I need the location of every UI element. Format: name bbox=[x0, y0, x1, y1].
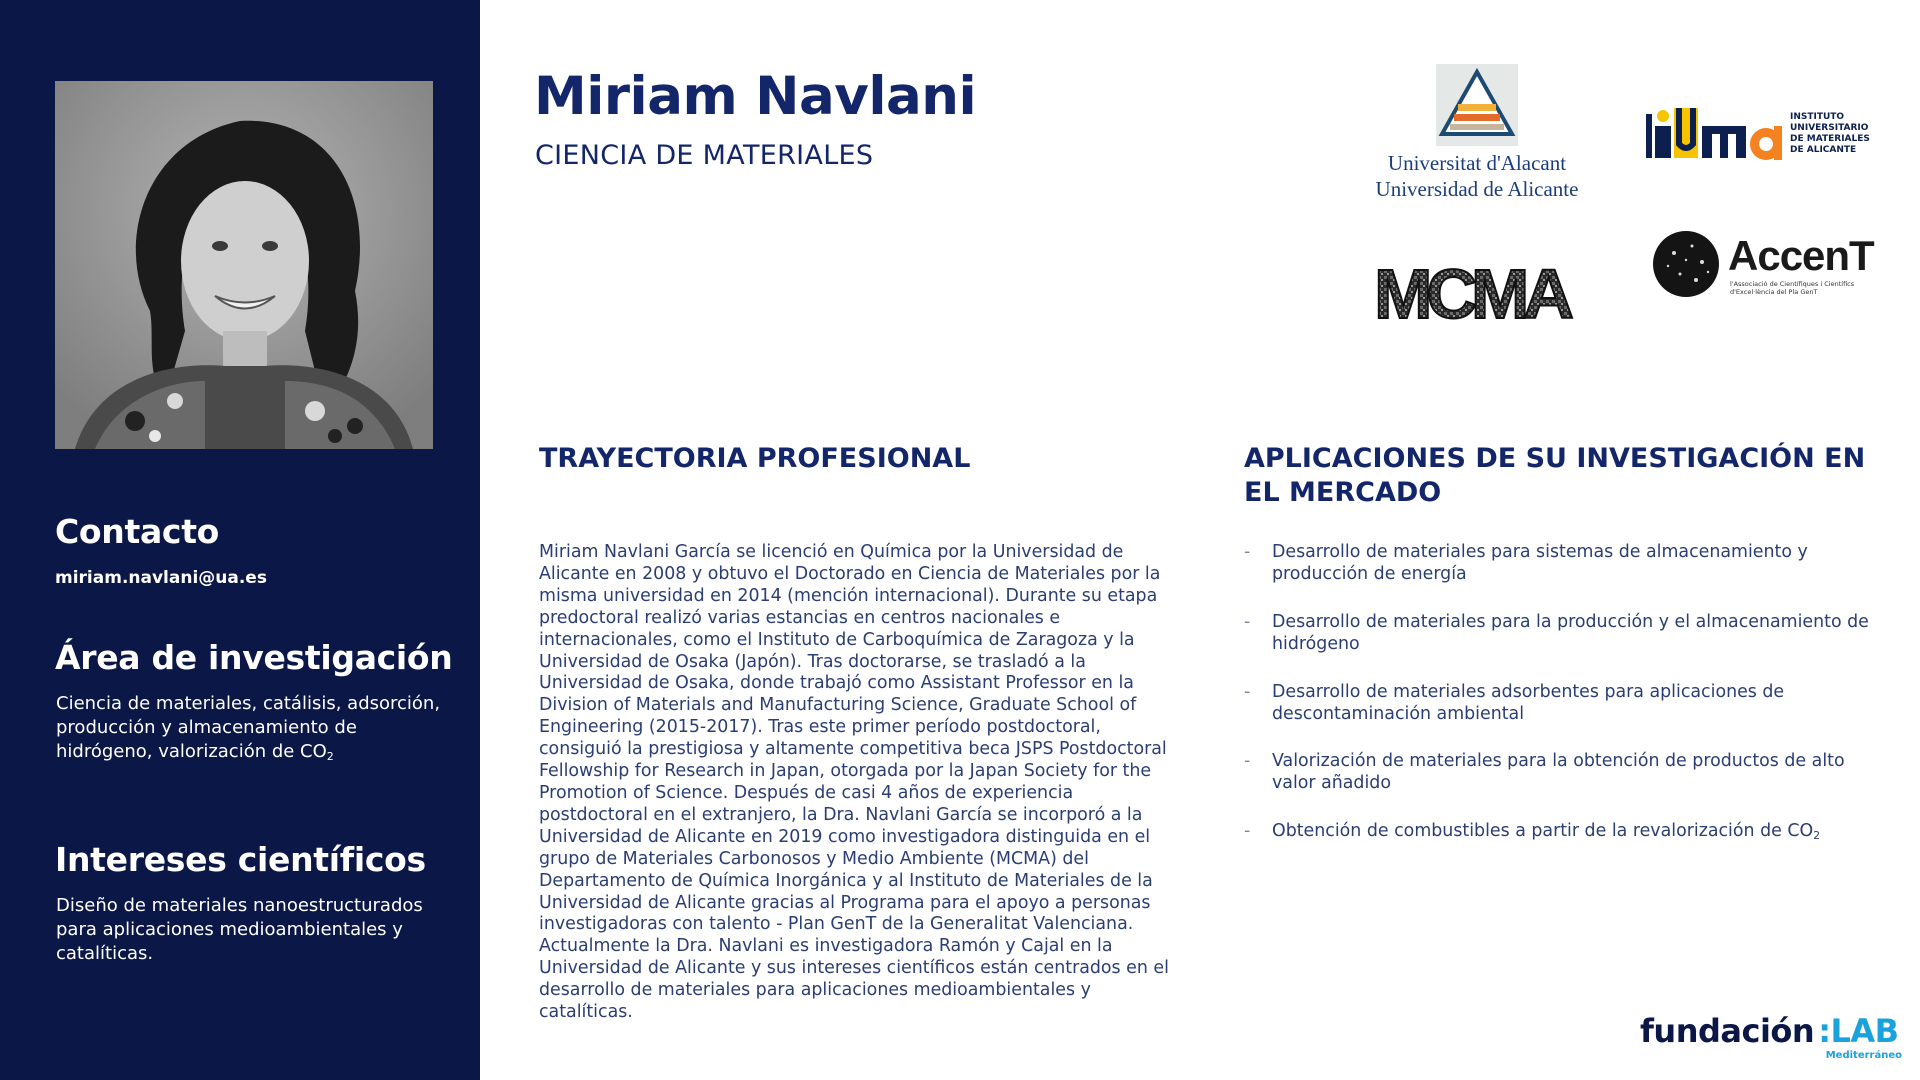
iuma-text-line2: UNIVERSITARIO bbox=[1790, 123, 1869, 133]
research-area-main: Ciencia de materiales, catálisis, adsorción, producción y almacenamiento de hidrógeno, valorización de CO bbox=[56, 693, 441, 762]
career-heading: TRAYECTORIA PROFESIONAL bbox=[539, 443, 971, 474]
list-item-text: Valorización de materiales para la obtención de productos de alto valor añadido bbox=[1272, 751, 1845, 794]
iuma-text-line1: INSTITUTO bbox=[1790, 112, 1845, 122]
contact-heading: Contacto bbox=[55, 512, 220, 551]
list-item bbox=[1244, 612, 1884, 656]
research-area-heading: Área de investigación bbox=[55, 638, 453, 677]
accent-sub1: l'Associació de Científiques i Científics bbox=[1730, 280, 1855, 288]
accent-sub2: d'Excel·lència del Pla GenT bbox=[1730, 288, 1818, 296]
list-item-text: Desarrollo de materiales para la producción y el almacenamiento de hidrógeno bbox=[1272, 611, 1869, 654]
bullet-dash: - bbox=[1244, 681, 1251, 702]
bullet-dash: - bbox=[1244, 821, 1251, 842]
iuma-text-line4: DE ALICANTE bbox=[1790, 145, 1857, 155]
list-item bbox=[1244, 542, 1884, 586]
fundacion-lab-logo bbox=[1640, 1012, 1910, 1066]
bullet-dash: - bbox=[1244, 751, 1251, 772]
accent-name: AccenT bbox=[1728, 232, 1874, 279]
co2-subscript: 2 bbox=[326, 750, 334, 763]
bullet-dash: - bbox=[1244, 542, 1251, 562]
iuma-text-line3: DE MATERIALES bbox=[1790, 134, 1870, 144]
bullet-dash: - bbox=[1244, 611, 1251, 632]
scientific-interests-heading: Intereses científicos bbox=[55, 840, 426, 879]
lab-text: LAB bbox=[1830, 1012, 1899, 1050]
fundacion-text: fundación bbox=[1640, 1012, 1815, 1050]
list-item-text: Obtención de combustibles a partir de la revalorización de CO bbox=[1272, 821, 1814, 842]
list-item bbox=[1244, 751, 1884, 795]
list-item bbox=[1244, 682, 1884, 726]
applications-list bbox=[1244, 542, 1884, 873]
mcma-text: MCMA bbox=[1374, 255, 1568, 333]
list-item-text: Desarrollo de materiales adsorbentes para aplicaciones de descontaminación ambiental bbox=[1272, 681, 1785, 724]
scientific-interests-text: Diseño de materiales nanoestructurados para aplicaciones medioambientales y catalíticas. bbox=[56, 895, 423, 964]
ua-emblem-icon bbox=[1436, 64, 1518, 146]
profile-photo bbox=[55, 81, 433, 449]
applications-heading: APLICACIONES DE SU INVESTIGACIÓN EN EL MERCADO bbox=[1244, 443, 1866, 508]
person-name: Miriam Navlani bbox=[534, 66, 977, 127]
mcma-logo bbox=[1374, 252, 1568, 333]
sidebar bbox=[0, 0, 480, 1080]
iuma-logo bbox=[1646, 104, 1886, 164]
mediterraneo-text: Mediterráneo bbox=[1825, 1050, 1902, 1061]
research-area-text bbox=[56, 692, 456, 769]
career-text: Miriam Navlani García se licenció en Química por la Universidad de Alicante en 2008 y obtuvo el Doctorado en Ciencia de Materiales por la misma universidad en 2014 (mención internacional). Durante su etapa predoctoral realizó varias estancias en centros nacionales e internacionales, como el Instituto de Carboquímica de Zaragoza y la Universidad de Osaka (Japón). Tras doctorarse, se trasladó a la Universidad de Osaka, donde trabajó como Assistant Professor en la Division of Materials and Manufacturing Science, Graduate School of Engineering (2015-2017). Tras este primer período postdoctoral, consiguió la prestigiosa y altamente competitiva beca JSPS Postdoctoral Fellowship for Research in Japan, otorgada por la Japan Society for the Promotion of Science. Después de casi 4 años de experiencia postdoctoral en el extranjero, la Dra. Navlani García se incorporó a la Universidad de Alicante en 2019 como investigadora distinguida en el grupo de Materiales Carbonosos y Medio Ambiente (MCMA) del Departamento de Química Inorgánica y al Instituto de Materiales de la Universidad de Alicante gracias al Programa para el apoyo a personas investigadoras con talento - Plan GenT de la Generalitat Valenciana. Actualmente la Dra. Navlani es investigadora Ramón y Cajal en la Universidad de Alicante y sus intereses científicos están centrados en el desarrollo de materiales para aplicaciones medioambientales y catalíticas. bbox=[539, 542, 1169, 1023]
list-item-text: Desarrollo de materiales para sistemas de almacenamiento y producción de energía bbox=[1272, 542, 1808, 584]
field-subtitle: CIENCIA DE MATERIALES bbox=[535, 140, 874, 171]
universidad-alicante-logo bbox=[1372, 64, 1582, 214]
ua-name-line2: Universidad de Alicante bbox=[1375, 177, 1579, 201]
email-link[interactable]: miriam.navlani@ua.es bbox=[55, 568, 267, 588]
lab-colon-icon: : bbox=[1818, 1012, 1831, 1050]
ua-name-line1: Universitat d'Alacant bbox=[1387, 151, 1567, 175]
co2-subscript: 2 bbox=[1813, 829, 1821, 843]
accent-logo bbox=[1652, 228, 1876, 302]
list-item bbox=[1244, 821, 1884, 847]
